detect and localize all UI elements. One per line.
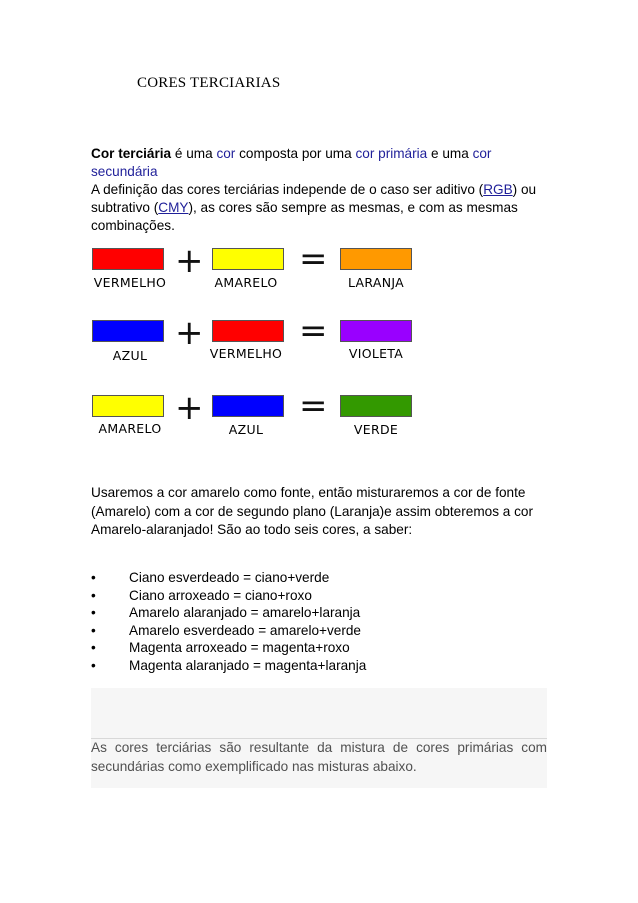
paragraph-usaremos: Usaremos a cor amarelo como fonte, então misturaremos a cor de fonte (Amarelo) com a cor de segundo plano (Laranja)e assim obteremos a cor Amarelo-alaranjado! São ao todo seis cores, a saber:: [91, 485, 534, 537]
intro-text-1: é uma: [171, 146, 217, 161]
bullet-icon: •: [91, 622, 96, 638]
equals-sign-3: =: [299, 386, 328, 426]
plus-sign-3: +: [175, 388, 204, 428]
link-cor-primaria[interactable]: cor primária: [355, 146, 428, 161]
bullet-icon: •: [91, 657, 96, 673]
swatch-b-3-label: AZUL: [228, 422, 264, 437]
closing-paragraph: As cores terciárias são resultante da mistura de cores primárias com secundárias como exemplificado nas misturas abaixo.: [91, 740, 547, 774]
list-item-text: Ciano arroxeado = ciano+roxo: [129, 587, 312, 603]
bullet-icon: •: [91, 587, 96, 603]
intro-text-4: A definição das cores terciárias independe de o caso ser aditivo (: [91, 182, 484, 197]
document-title: CORES TERCIARIAS: [137, 75, 281, 91]
list-item-text: Magenta alaranjado = magenta+laranja: [129, 657, 367, 673]
term-bold: Cor terciária: [91, 146, 172, 161]
list-item-text: Ciano esverdeado = ciano+verde: [129, 570, 330, 585]
bullet-icon: •: [91, 570, 96, 585]
swatch-b-1-label: AMARELO: [214, 275, 278, 290]
plus-sign-2: +: [175, 313, 204, 353]
link-cor-secundaria[interactable]: cor secundária: [91, 146, 492, 179]
intro-text-2: composta por uma: [235, 146, 356, 161]
link-cor[interactable]: cor: [216, 146, 236, 161]
swatch-b-1: [212, 248, 284, 270]
swatch-result-1: [340, 248, 412, 270]
link-cmy[interactable]: CMY: [158, 200, 189, 215]
swatch-a-1-label: VERMELHO: [93, 275, 167, 290]
list-item: [91, 622, 366, 640]
swatch-a-1: [92, 248, 164, 270]
swatch-result-3: [340, 395, 412, 417]
swatch-result-1-label: LARANJA: [347, 275, 404, 290]
swatch-a-2-label: AZUL: [112, 348, 148, 363]
list-item: [91, 657, 366, 675]
bullet-icon: •: [91, 605, 96, 620]
swatch-b-2: [212, 320, 284, 342]
swatch-b-3: [212, 395, 284, 417]
intro-text-6: ), as cores são sempre as mesmas, e com as mesmas combinações.: [91, 200, 518, 233]
tertiary-color-list: [91, 569, 366, 674]
link-rgb[interactable]: RGB: [483, 182, 513, 197]
list-item: [91, 569, 366, 587]
swatch-a-3-label: AMARELO: [98, 421, 162, 436]
list-item-text: Magenta arroxeado = magenta+roxo: [129, 640, 350, 655]
swatch-a-2: [92, 320, 164, 342]
swatch-b-2-label: VERMELHO: [209, 346, 283, 361]
list-item-text: Amarelo esverdeado = amarelo+verde: [129, 622, 361, 638]
swatch-a-3: [92, 395, 164, 417]
equals-sign-1: =: [299, 239, 328, 279]
swatch-result-2-label: VIOLETA: [348, 346, 404, 361]
bullet-icon: •: [91, 640, 96, 655]
intro-text-5: ) ou subtrativo (: [91, 182, 537, 215]
list-item: [91, 587, 366, 605]
swatch-result-2: [340, 320, 412, 342]
list-item: [91, 604, 366, 622]
list-item: [91, 639, 366, 657]
list-item-text: Amarelo alaranjado = amarelo+laranja: [129, 605, 361, 620]
equals-sign-2: =: [299, 311, 328, 351]
plus-sign-1: +: [175, 241, 204, 281]
intro-paragraph: [91, 145, 551, 235]
intro-text-3: e uma: [427, 146, 473, 161]
swatch-result-3-label: VERDE: [353, 422, 399, 437]
